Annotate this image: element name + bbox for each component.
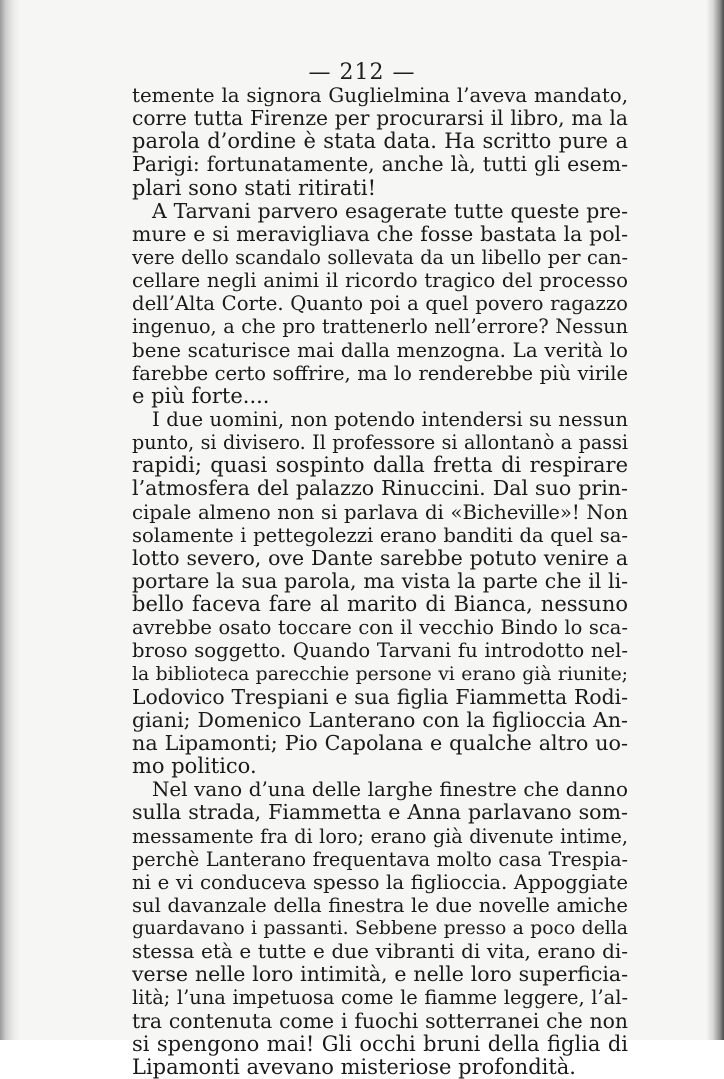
text-line: parola d’ordine è stata data. Ha scritto pure a <box>132 129 628 154</box>
text-line: cellare negli animi il ricordo tragico del processo <box>132 269 628 293</box>
text-line: dell’Alta Corte. Quanto poi a quel povero ragazzo <box>132 292 628 316</box>
text-line: portare la sua parola, ma vista la parte che il li- <box>132 568 628 593</box>
text-line: ingenuo, a che pro trattenerlo nell’errore? Nessun <box>132 315 628 339</box>
text-line: Lipamonti avevano misteriose profondità. <box>132 1054 576 1079</box>
text-line: e più forte.... <box>132 383 270 408</box>
text-line: vere dello scandalo sollevata da un libello per can- <box>132 245 628 269</box>
text-line: Lodovico Trespiani e sua figlia Fiammetta Rodi- <box>132 684 628 709</box>
text-line: guardavano i passanti. Sebbene presso a poco della <box>132 918 628 940</box>
text-line: punto, si divisero. Il professore si allontanò a passi <box>132 431 628 455</box>
text-line: tra contenuta come i fuochi sotterranei che non <box>132 1008 628 1033</box>
text-line: rapidi; quasi sospinto dalla fretta di respirare <box>132 453 628 478</box>
text-line: broso soggetto. Quando Tarvani fu introdotto nel- <box>132 639 628 663</box>
text-line: corre tutta Firenze per procurarsi il libro, ma la <box>132 106 628 131</box>
text-line: solamente i pettegolezzi erano banditi da quel sa- <box>132 523 628 547</box>
text-line: temente la signora Guglielmina l’aveva mandato, <box>132 84 628 107</box>
text-line: Parigi: fortunatamente, anche là, tutti gli esem- <box>132 152 628 177</box>
text-line: sulla strada, Fiammetta e Anna parlavano som- <box>132 800 628 825</box>
page-number: — 212 — <box>308 60 416 85</box>
text-line: ni e vi conduceva spesso la figlioccia. Appoggiate <box>132 870 628 894</box>
text-line: messamente fra di loro; erano già divenute intime, <box>132 824 628 848</box>
text-line: avrebbe osato toccare con il vecchio Bindo lo sca- <box>132 616 628 640</box>
text-line: verse nelle loro intimità, e nelle loro superficia- <box>132 962 628 987</box>
text-line: perchè Lanterano frequentava molto casa Trespia- <box>132 847 628 871</box>
body-text <box>132 84 628 1079</box>
text-line: plari sono stati ritirati! <box>132 175 377 200</box>
page-left-edge-shadow <box>0 0 20 1040</box>
text-line: Nel vano d’una delle larghe finestre che danno <box>152 778 628 802</box>
text-line: na Lipamonti; Pio Capolana e qualche altro uo- <box>132 730 628 755</box>
text-line: mo politico. <box>132 754 257 779</box>
page-right-edge-shadow <box>706 0 724 1040</box>
text-line: stessa età e tutte e due vibranti di vita, erano di- <box>132 939 628 964</box>
text-line: lità; l’una impetuosa come le fiamme leggere, l’al- <box>132 986 628 1010</box>
text-line: giani; Domenico Lanterano con la figlioccia An- <box>132 707 628 732</box>
text-line: l’atmosfera del palazzo Rinuccini. Dal suo prin- <box>132 476 628 501</box>
text-line: lotto severo, ove Dante sarebbe potuto venire a <box>132 545 628 570</box>
text-line: si spengono mai! Gli occhi bruni della figlia di <box>132 1031 628 1056</box>
text-line: la biblioteca parecchie persone vi erano già riunite; <box>132 663 628 685</box>
text-line: A Tarvani parvero esagerate tutte queste pre- <box>152 198 628 223</box>
text-line: bello faceva fare al marito di Bianca, nessuno <box>132 592 628 617</box>
text-line: cipale almeno non si parlava di «Bicheville»! Non <box>132 500 628 524</box>
text-line: I due uomini, non potendo intendersi su nessun <box>152 407 628 431</box>
text-line: bene scaturisce mai dalla menzogna. La verità lo <box>132 338 628 362</box>
text-line: sul davanzale della finestra le due novelle amiche <box>132 893 628 917</box>
text-line: mure e si meravigliava che fosse bastata la pol- <box>132 221 628 246</box>
text-line: farebbe certo soffrire, ma lo renderebbe più virile <box>132 361 628 385</box>
